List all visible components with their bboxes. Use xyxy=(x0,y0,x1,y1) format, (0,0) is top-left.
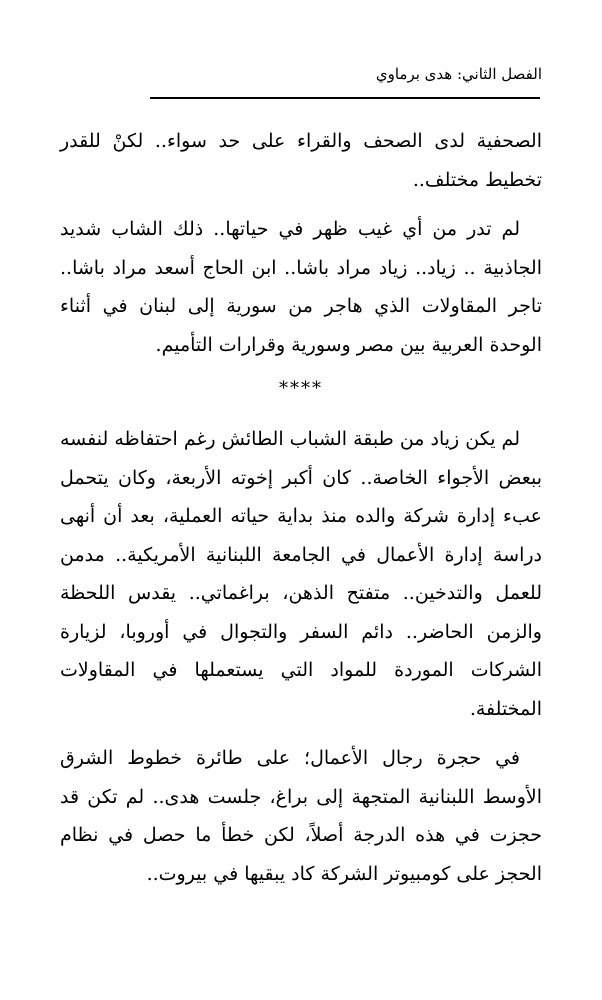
paragraph-1: الصحفية لدى الصحف والقراء على حد سواء.. لكنْ للقدر تخطيط مختلف.. xyxy=(60,130,542,191)
paragraph-4: في حجرة رجال الأعمال؛ على طائرة خطوط الشرق الأوسط اللبنانية المتجهة إلى براغ، جلست هدى.. لم تكن قد حجزت في هذه الدرجة أصلاً، لكن خطأ ما حصل في نظام الحجز على كومبيوتر الشركة كاد يبقيها في بيروت.. xyxy=(60,747,542,885)
running-head: الفصل الثاني: هدى برماوي xyxy=(375,65,542,83)
section-separator: **** xyxy=(279,378,323,399)
paragraph-3: لم يكن زياد من طبقة الشباب الطائش رغم احتفاظه لنفسه ببعض الأجواء الخاصة.. كان أكبر إخوته الأربعة، وكان يتحمل عبء إدارة شركة والده منذ بداية حياته العملية، بعد أن أنهى دراسة إدارة الأعمال في الجامعة اللبنانية الأمريكية.. مدمن للعمل والتدخين.. متفتح الذهن، براغماتي.. يقدس اللحظة والزمن الحاضر.. دائم السفر والتجوال في أوروبا، لزيارة الشركات الموردة للمواد التي يستعملها في المقاولات المختلفة. xyxy=(60,428,542,720)
header-rule xyxy=(150,97,540,99)
paragraph-2: لم تدر من أي غيب ظهر في حياتها.. ذلك الشاب شديد الجاذبية .. زياد.. زياد مراد باشا.. ابن الحاج أسعد مراد باشا.. تاجر المقاولات الذي هاجر من سورية إلى لبنان في أثناء الوحدة العربية بين مصر وسورية وقرارات التأميم. xyxy=(60,218,542,356)
body-text xyxy=(60,122,542,893)
